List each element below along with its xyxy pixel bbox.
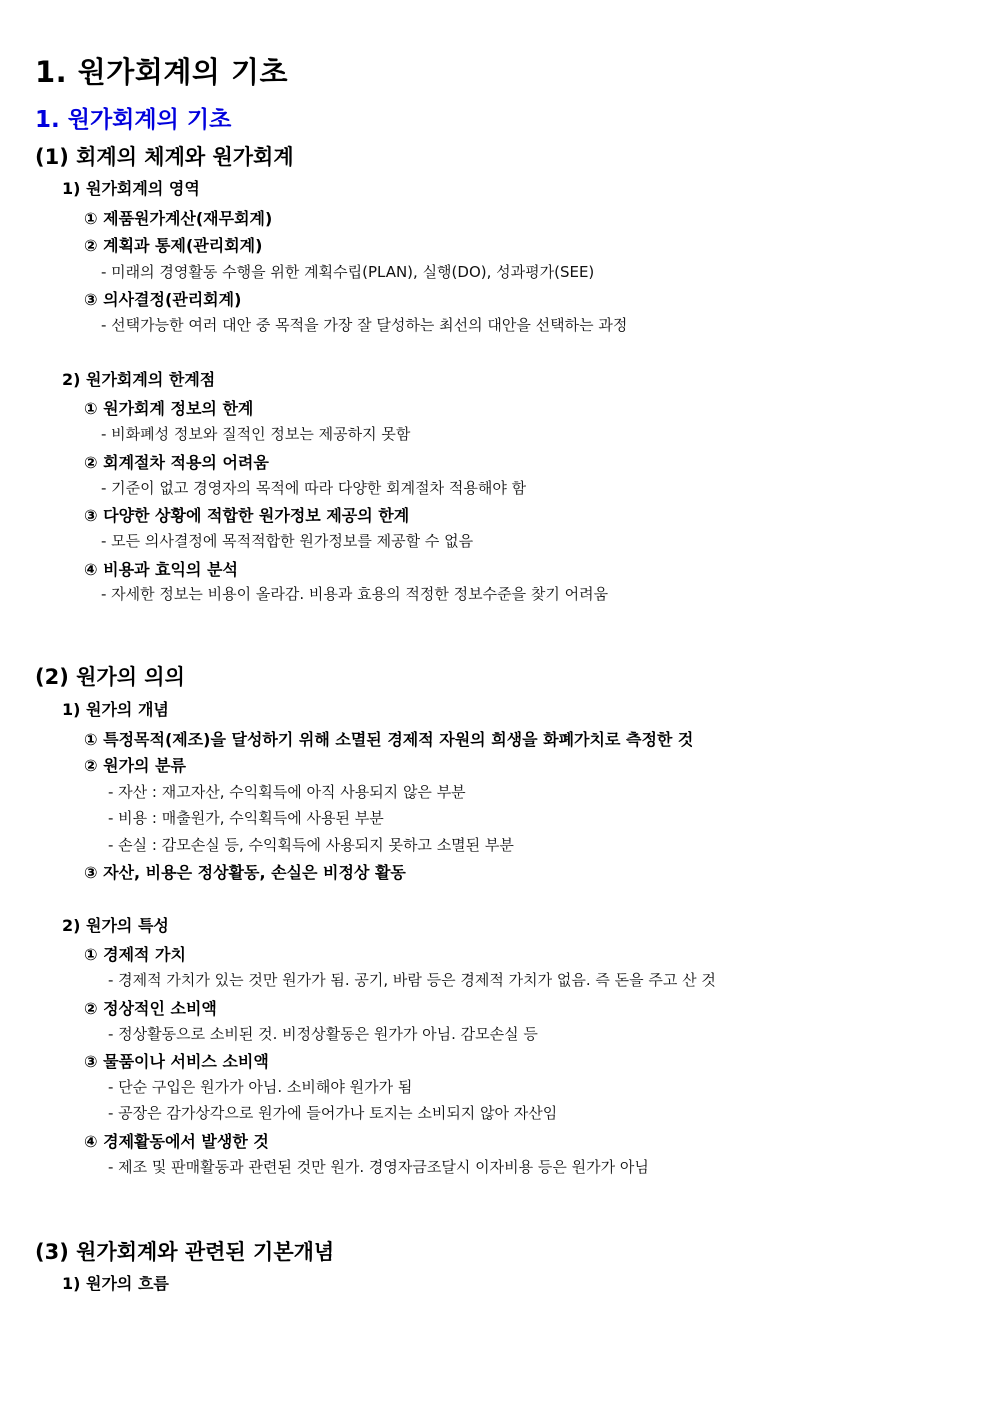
item-heading: ④ 비용과 효익의 분석: [84, 560, 238, 579]
section-heading: (3) 원가회계와 관련된 기본개념: [35, 1240, 335, 1264]
item-heading: ① 특정목적(제조)을 달성하기 위해 소멸된 경제적 자원의 희생을 화폐가치로 측정한 것: [84, 730, 694, 749]
item-heading: ② 정상적인 소비액: [84, 999, 217, 1018]
subsection-heading: 1) 원가의 흐름: [62, 1274, 169, 1293]
item-heading: ② 계획과 통제(관리회계): [84, 236, 263, 255]
detail-text: - 자세한 정보는 비용이 올라감. 비용과 효용의 적정한 정보수준을 찾기 어려움: [101, 585, 609, 603]
item-heading: ③ 물품이나 서비스 소비액: [84, 1052, 269, 1071]
main-title: 1. 원가회계의 기초: [35, 55, 288, 89]
detail-text: - 자산 : 재고자산, 수익획득에 아직 사용되지 않은 부분: [108, 783, 466, 801]
section-heading: (2) 원가의 의의: [35, 665, 185, 689]
item-heading: ① 원가회계 정보의 한계: [84, 399, 254, 418]
item-heading: ③ 의사결정(관리회계): [84, 290, 242, 309]
detail-text: - 경제적 가치가 있는 것만 원가가 됨. 공기, 바람 등은 경제적 가치가 없음. 즉 돈을 주고 산 것: [108, 971, 716, 989]
detail-text: - 선택가능한 여러 대안 중 목적을 가장 잘 달성하는 최선의 대안을 선택하는 과정: [101, 316, 628, 334]
subsection-heading: 1) 원가회계의 영역: [62, 179, 200, 198]
item-heading: ③ 자산, 비용은 정상활동, 손실은 비정상 활동: [84, 863, 406, 882]
section-heading: (1) 회계의 체계와 원가회계: [35, 145, 294, 169]
subsection-heading: 2) 원가의 특성: [62, 916, 169, 935]
detail-text: - 모든 의사결정에 목적적합한 원가정보를 제공할 수 없음: [101, 532, 474, 550]
chapter-title: 1. 원가회계의 기초: [35, 107, 232, 133]
detail-text: - 비화폐성 정보와 질적인 정보는 제공하지 못함: [101, 425, 411, 443]
item-heading: ④ 경제활동에서 발생한 것: [84, 1132, 269, 1151]
item-heading: ① 제품원가계산(재무회계): [84, 209, 273, 228]
detail-text: - 단순 구입은 원가가 아님. 소비해야 원가가 됨: [108, 1078, 413, 1096]
item-heading: ③ 다양한 상황에 적합한 원가정보 제공의 한계: [84, 506, 410, 525]
detail-text: - 기준이 없고 경영자의 목적에 따라 다양한 회계절차 적용해야 함: [101, 479, 527, 497]
item-heading: ② 회계절차 적용의 어려움: [84, 453, 269, 472]
detail-text: - 미래의 경영활동 수행을 위한 계획수립(PLAN), 실행(DO), 성과평가(SEE): [101, 263, 595, 281]
subsection-heading: 2) 원가회계의 한계점: [62, 370, 216, 389]
detail-text: - 손실 : 감모손실 등, 수익획득에 사용되지 못하고 소멸된 부분: [108, 836, 514, 854]
detail-text: - 공장은 감가상각으로 원가에 들어가나 토지는 소비되지 않아 자산임: [108, 1104, 558, 1122]
item-heading: ① 경제적 가치: [84, 945, 186, 964]
subsection-heading: 1) 원가의 개념: [62, 700, 169, 719]
item-heading: ② 원가의 분류: [84, 756, 186, 775]
detail-text: - 정상활동으로 소비된 것. 비정상활동은 원가가 아님. 감모손실 등: [108, 1025, 538, 1043]
detail-text: - 제조 및 판매활동과 관련된 것만 원가. 경영자금조달시 이자비용 등은 원가가 아님: [108, 1158, 649, 1176]
detail-text: - 비용 : 매출원가, 수익획득에 사용된 부분: [108, 809, 384, 827]
